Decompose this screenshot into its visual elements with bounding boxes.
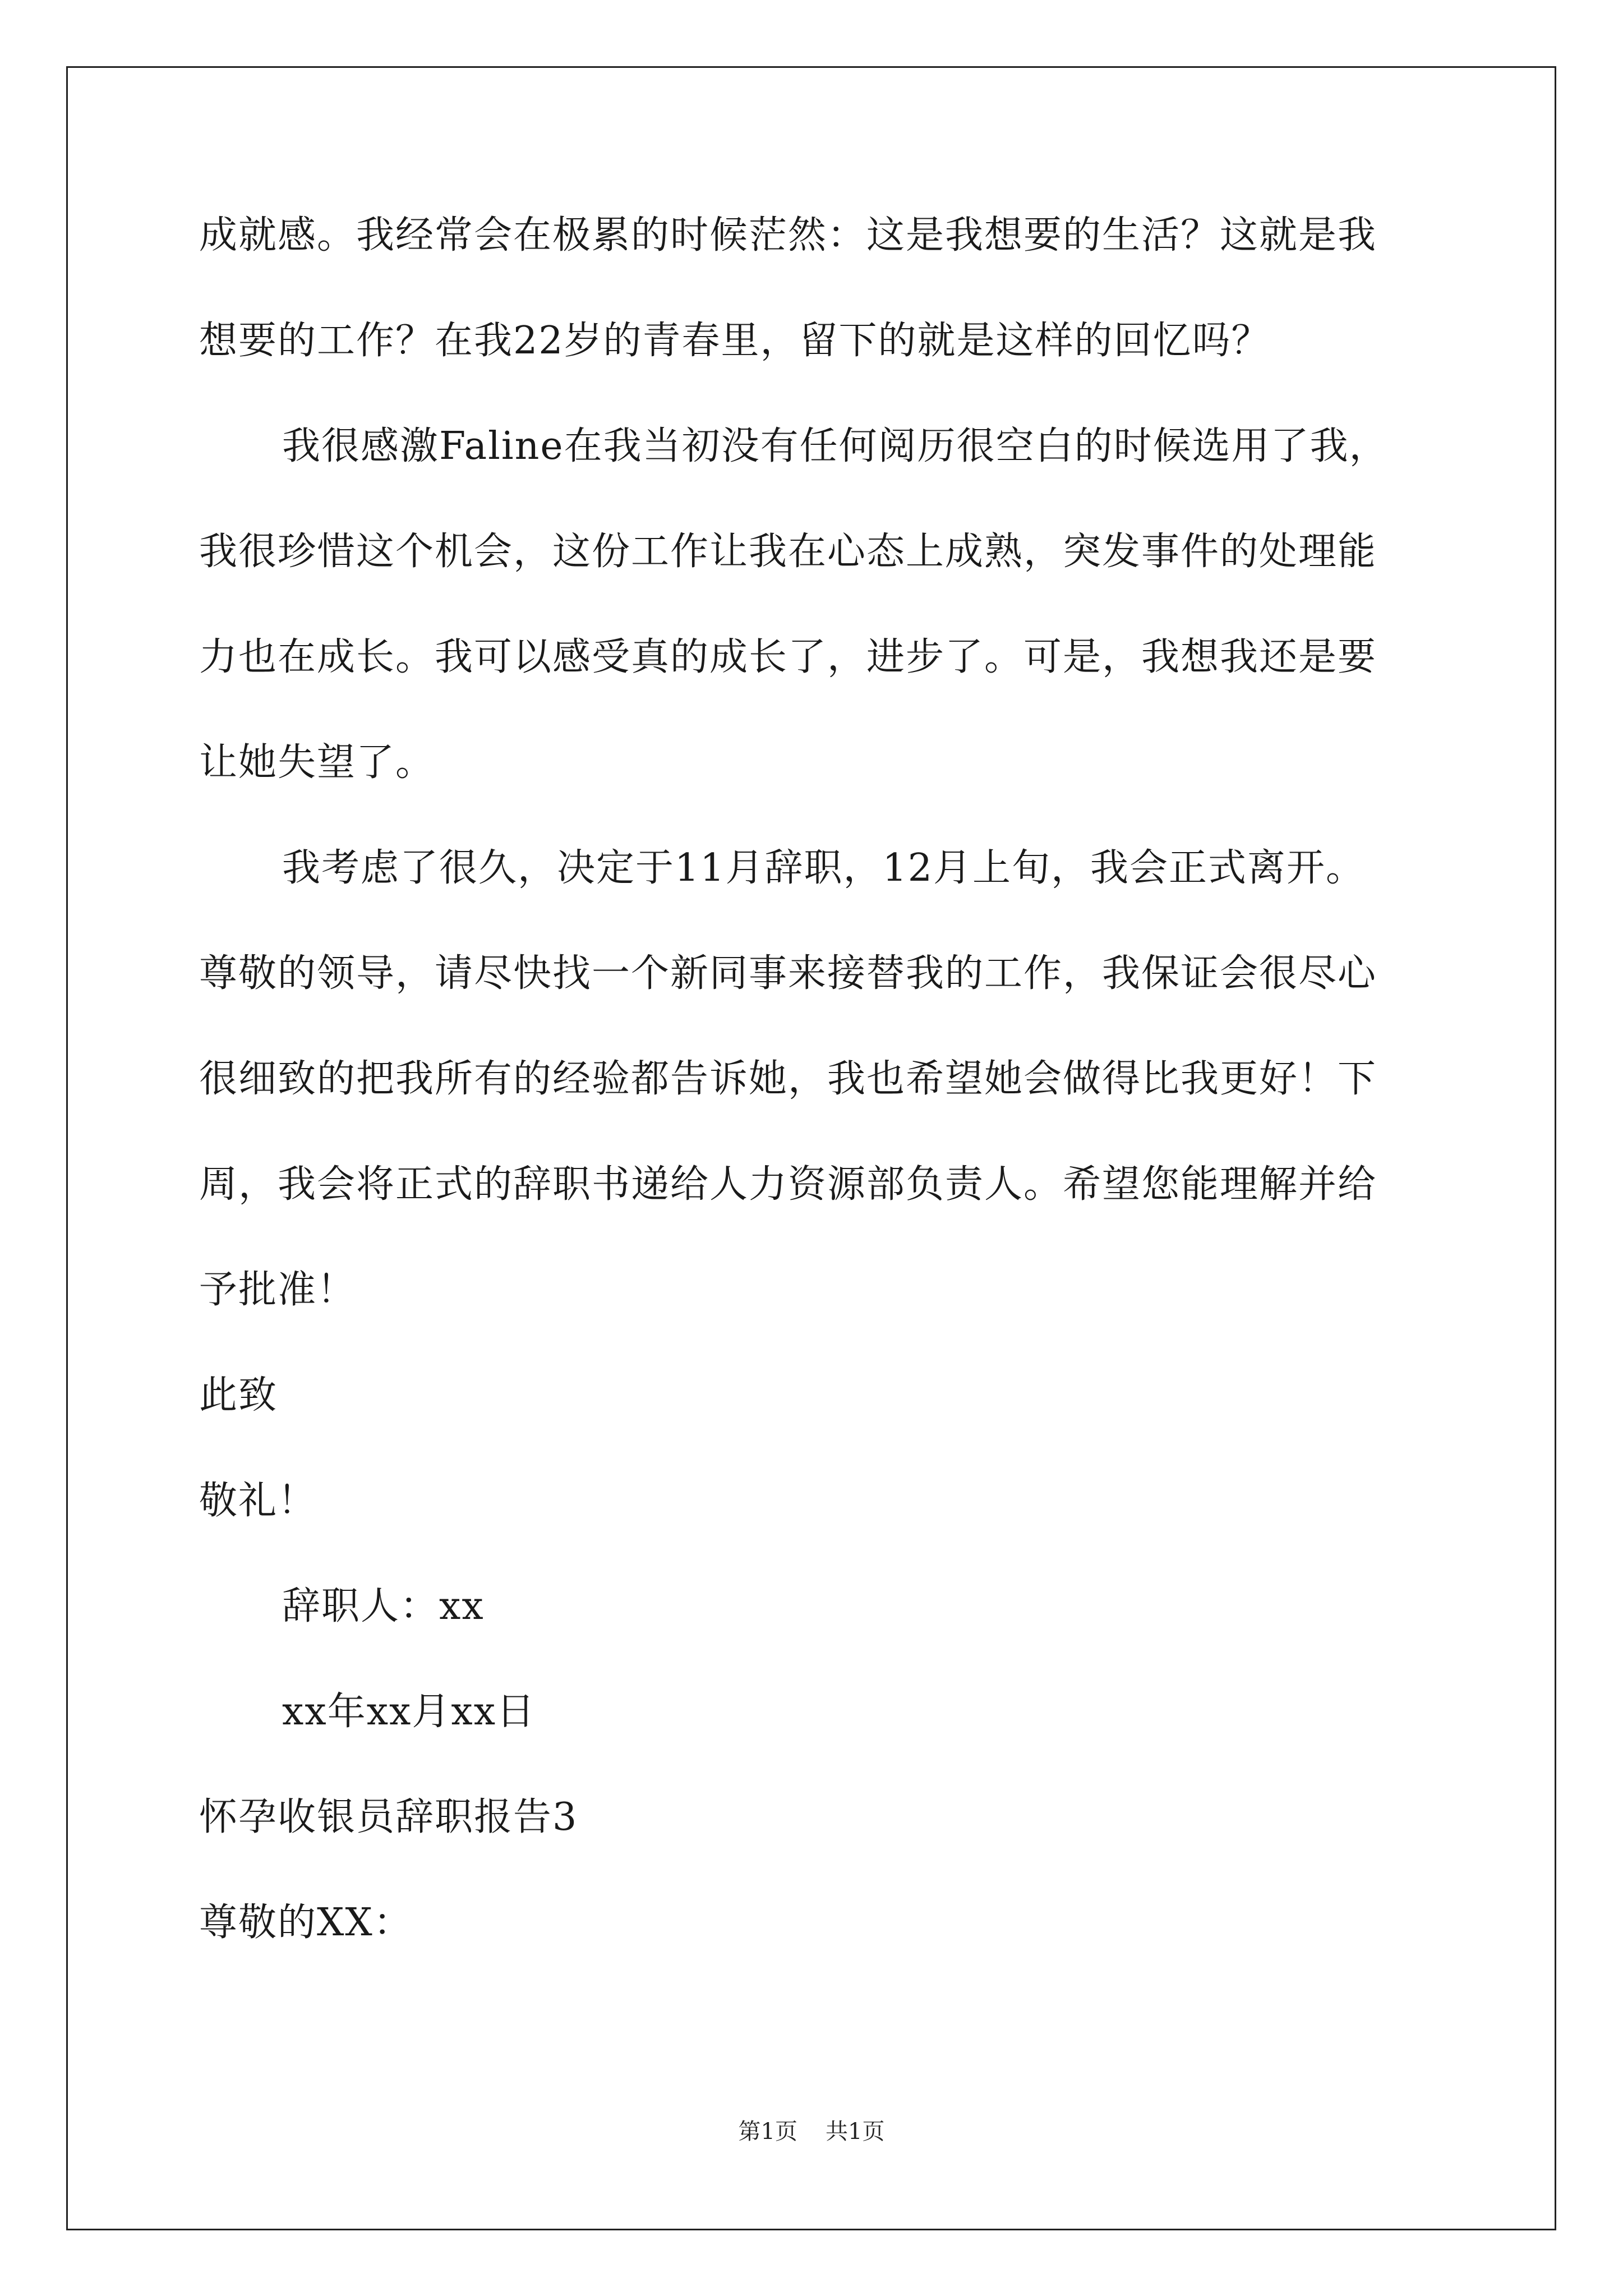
text-line-1: 成就感。我经常会在极累的时候茫然：这是我想要的生活？这就是我 [199,213,1377,257]
section-heading: 怀孕收银员辞职报告3 [199,1795,578,1839]
greeting-line: 尊敬的XX： [199,1901,413,1945]
paragraph-start-line: 我考虑了很久，决定于11月辞职，12月上旬，我会正式离开。 [282,846,1366,890]
text-line-10: 周，我会将正式的辞职书递给人力资源部负责人。希望您能理解并给 [199,1162,1377,1207]
text-line-2: 想要的工作？在我22岁的青春里，留下的就是这样的回忆吗？ [199,319,1271,363]
paragraph-start-line: 我很感激Faline在我当初没有任何阅历很空白的时候选用了我， [282,424,1389,468]
text-line-5: 力也在成长。我可以感受真的成长了，进步了。可是，我想我还是要 [199,635,1377,679]
text-line-9: 很细致的把我所有的经验都告诉她，我也希望她会做得比我更好！下 [199,1057,1377,1101]
closing-regards: 敬礼！ [199,1479,317,1523]
text-line-4: 我很珍惜这个机会，这份工作让我在心态上成熟，突发事件的处理能 [199,530,1377,574]
page-number: 第1页 [738,2119,797,2145]
signature-line: 辞职人：xx [282,1584,485,1628]
date-line: xx年xx月xx日 [282,1690,536,1734]
text-line-11: 予批准！ [199,1268,357,1312]
closing-salutation: 此致 [199,1373,278,1418]
page-total: 共1页 [826,2119,885,2145]
page-footer [0,2115,1623,2148]
text-line-8: 尊敬的领导，请尽快找一个新同事来接替我的工作，我保证会很尽心 [199,951,1377,996]
text-line-6: 让她失望了。 [199,740,435,785]
